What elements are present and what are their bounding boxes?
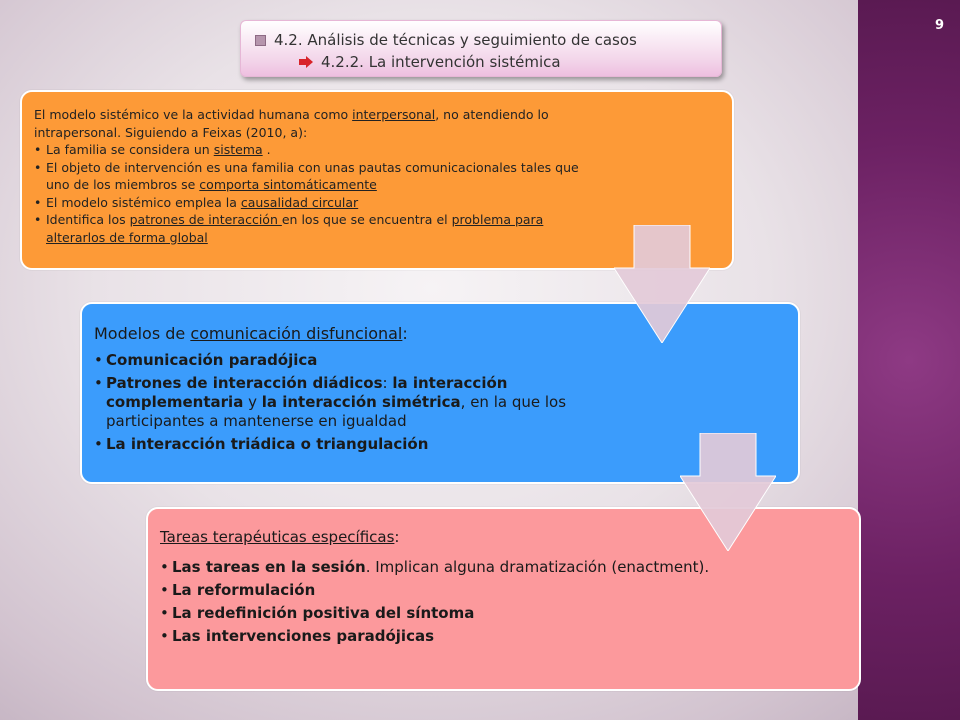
header-box: [240, 20, 722, 77]
red-arrow-bullet-icon: [299, 56, 313, 68]
intro-text: El modelo sistémico ve la actividad humana como interpersonal, no atendiendo lo intrapersonal. Siguiendo a Feixas (2010, a):: [34, 107, 549, 140]
list-item: • Las intervenciones paradójicas: [160, 626, 720, 646]
tasks-list: [160, 557, 720, 646]
subsection-title-text: 4.2.2. La intervención sistémica: [321, 53, 561, 71]
down-arrow-icon: [614, 225, 710, 343]
section-title: [255, 31, 637, 49]
list-item: • El modelo sistémico emplea la causalidad circular: [34, 194, 594, 212]
list-item: • La interacción triádica o triangulación: [94, 435, 634, 454]
list-item: • La redefinición positiva del síntoma: [160, 603, 720, 623]
list-item: • El objeto de intervención es una familia con unas pautas comunicacionales tales que uno de los miembros se comporta sintomáticamente: [34, 159, 594, 194]
down-arrow-icon: [680, 433, 776, 551]
subsection-title: [299, 53, 561, 71]
list-item: • Patrones de interacción diádicos: la interacción complementaria y la interacción simétrica, en la que los participantes a mantenerse en igualdad: [94, 374, 634, 431]
list-item: • La reformulación: [160, 580, 720, 600]
page-number: 9: [934, 18, 944, 33]
square-bullet-icon: [255, 35, 266, 46]
communication-list: [94, 351, 634, 454]
pink-box-heading: Tareas terapéuticas específicas:: [160, 528, 400, 546]
list-item: • Comunicación paradójica: [94, 351, 634, 370]
list-item: • Las tareas en la sesión. Implican alguna dramatización (enactment).: [160, 557, 720, 577]
right-sidebar: [858, 0, 960, 720]
systemic-model-list: [34, 141, 594, 246]
list-item: • Identifica los patrones de interacción en los que se encuentra el problema para alterarlos de forma global: [34, 211, 594, 246]
section-title-text: 4.2. Análisis de técnicas y seguimiento de casos: [274, 31, 637, 49]
blue-box-heading: Modelos de comunicación disfuncional:: [94, 324, 408, 343]
list-item: • La familia se considera un sistema .: [34, 141, 594, 159]
